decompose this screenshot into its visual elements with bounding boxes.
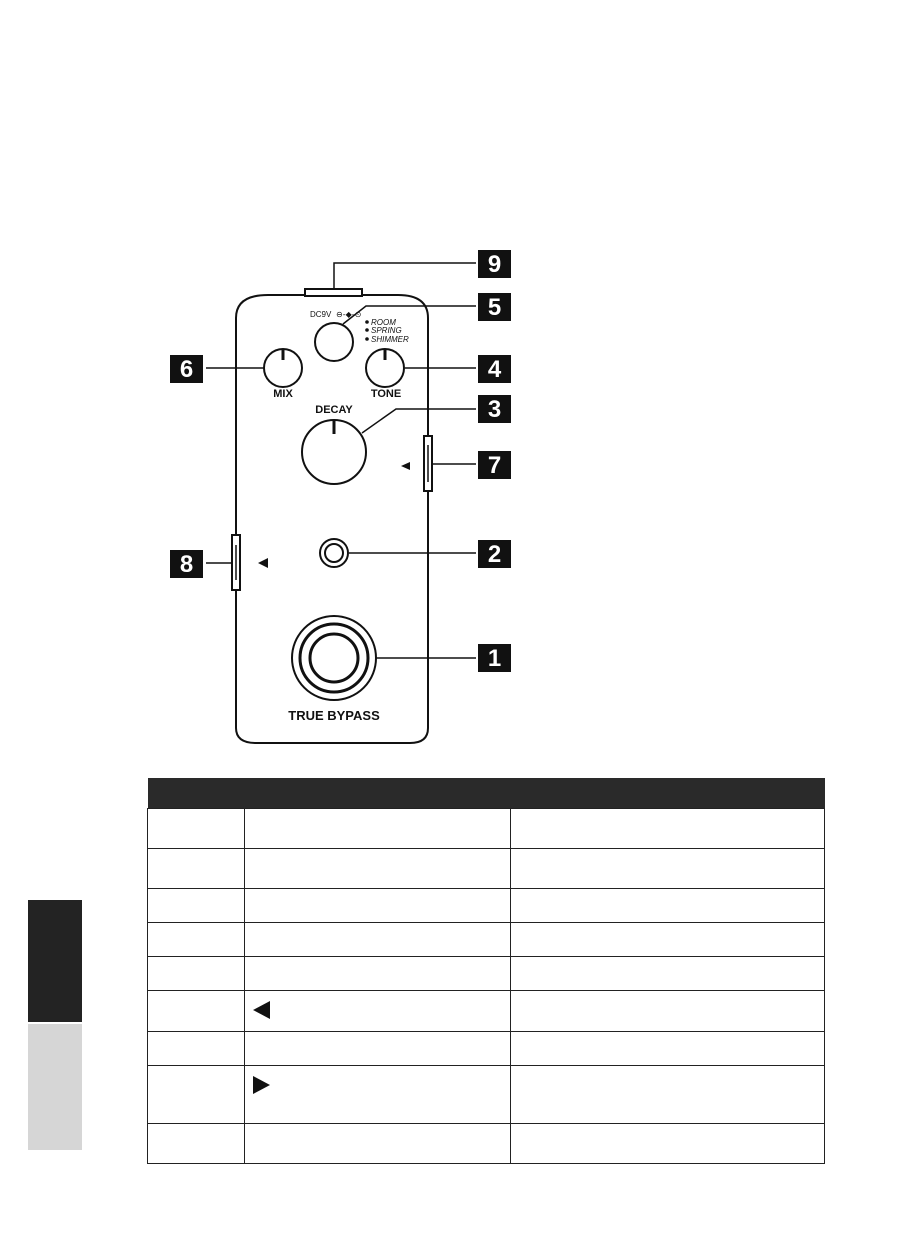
table-row	[148, 889, 825, 923]
svg-text:3: 3	[487, 396, 502, 423]
table-cell	[148, 991, 245, 1032]
mode-shimmer: SHIMMER	[371, 335, 409, 344]
callout-1	[478, 644, 511, 672]
svg-text:4: 4	[487, 356, 502, 383]
callout-6	[170, 355, 203, 383]
table-cell	[511, 889, 825, 923]
table-row	[148, 1124, 825, 1164]
tone-label: TONE	[370, 388, 402, 400]
callout-9	[478, 250, 511, 278]
table-row	[148, 957, 825, 991]
table-row	[148, 809, 825, 849]
table-cell	[511, 1066, 825, 1124]
callout-8	[170, 550, 203, 578]
table-cell	[148, 923, 245, 957]
table-cell	[148, 957, 245, 991]
table-cell	[511, 1032, 825, 1066]
table-row	[148, 849, 825, 889]
table-cell	[245, 1066, 511, 1124]
mix-label: MIX	[273, 388, 293, 400]
table-cell	[245, 809, 511, 849]
decay-label: DECAY	[315, 404, 353, 416]
table-cell	[245, 1032, 511, 1066]
right-arrow-icon	[253, 1076, 270, 1094]
table-cell	[245, 1124, 511, 1164]
polarity-symbol: ⊖-◆-⊙	[336, 310, 362, 319]
table-row	[148, 1032, 825, 1066]
table-cell	[245, 923, 511, 957]
side-tab-light	[28, 1024, 82, 1150]
table-cell	[511, 849, 825, 889]
svg-text:1: 1	[487, 645, 502, 672]
table-cell	[148, 889, 245, 923]
table-cell	[511, 991, 825, 1032]
mode-dot-shimmer	[365, 337, 369, 341]
mode-dot-spring	[365, 328, 369, 332]
table-cell	[511, 957, 825, 991]
svg-text:8: 8	[179, 551, 194, 578]
mode-dot-room	[365, 320, 369, 324]
table-row	[148, 991, 825, 1032]
svg-text:2: 2	[487, 541, 502, 568]
leader-9	[334, 263, 476, 289]
table-cell	[148, 1066, 245, 1124]
table-cell	[245, 889, 511, 923]
callout-5	[478, 293, 511, 321]
table-header-row	[148, 778, 825, 809]
callout-4	[478, 355, 511, 383]
table-cell	[245, 849, 511, 889]
table-cell	[511, 809, 825, 849]
svg-text:9: 9	[487, 251, 502, 278]
left-arrow-icon	[253, 1001, 270, 1019]
table-cell	[148, 809, 245, 849]
table-cell	[148, 849, 245, 889]
bypass-label: TRUE BYPASS	[288, 708, 380, 723]
table-header-cell	[511, 778, 825, 809]
table-cell	[245, 991, 511, 1032]
mode-spring: SPRING	[371, 326, 402, 335]
svg-text:6: 6	[179, 356, 194, 383]
callout-2	[478, 540, 511, 568]
power-jack	[305, 289, 362, 296]
mode-room: ROOM	[371, 318, 396, 327]
table-cell	[148, 1032, 245, 1066]
footswitch-cap	[310, 634, 358, 682]
table-header-cell	[245, 778, 511, 809]
table-row	[148, 923, 825, 957]
table-cell	[148, 1124, 245, 1164]
table-cell	[511, 923, 825, 957]
table-cell	[245, 957, 511, 991]
spec-table	[147, 778, 825, 1164]
callout-7	[478, 451, 511, 479]
callout-3	[478, 395, 511, 423]
svg-text:5: 5	[487, 294, 502, 321]
mode-knob	[315, 323, 353, 361]
side-tab-dark	[28, 900, 82, 1022]
svg-text:7: 7	[487, 452, 502, 479]
table-row	[148, 1066, 825, 1124]
table-header-cell	[148, 778, 245, 809]
table-cell	[511, 1124, 825, 1164]
power-label: DC9V	[310, 310, 332, 319]
led-inner	[325, 544, 343, 562]
